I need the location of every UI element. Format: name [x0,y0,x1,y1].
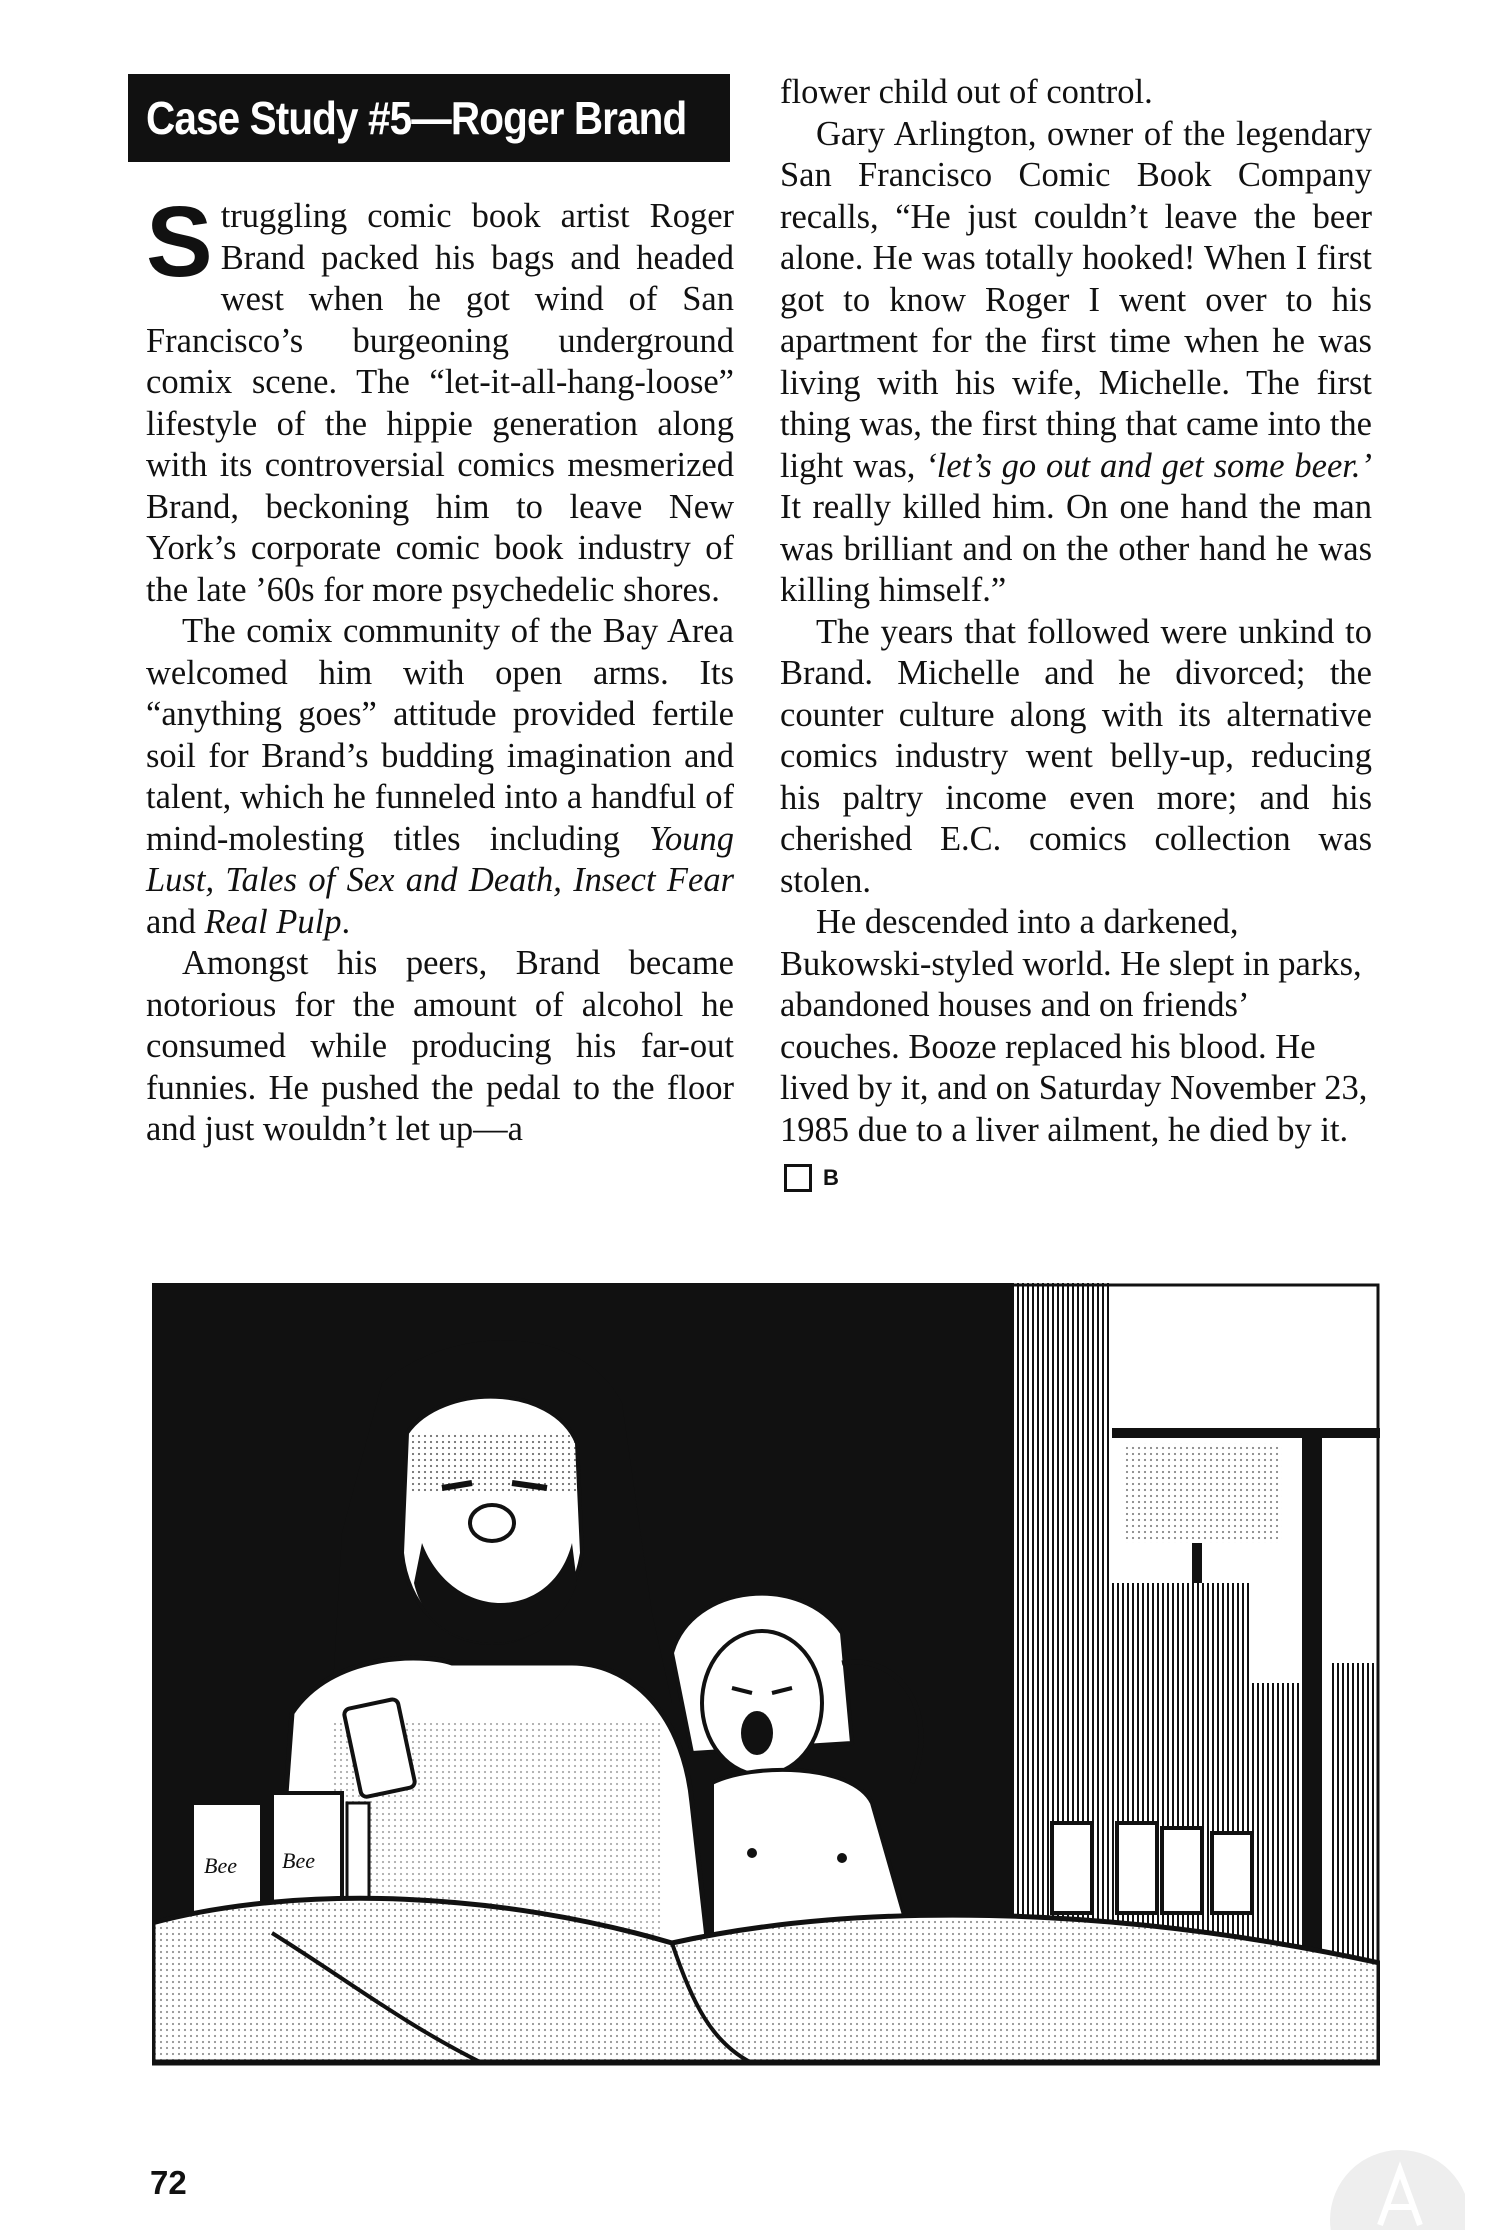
chimney-1 [1192,1543,1202,1583]
woman-yawning-mouth [741,1711,773,1755]
paragraph-continued-text: flower child out of control. [780,73,1153,111]
corner-logo-icon [1315,2145,1465,2230]
paragraph-intro-text: truggling comic book artist Roger Brand packed his bags and headed west when he got wind of San Francisco’s burgeoning underground comix scene. The “let-it-all-hang-loose” lifestyle of the hippie generation along with its controversial comics mesmerized Brand, beckoning him to leave New York’s corporate comic book industry of the late ’60s for more psychedelic shores. [146,197,734,609]
comic-illustration [152,1283,1380,2161]
man-nose [470,1505,514,1541]
paragraph-descent [780,902,1372,1193]
period: . [341,902,351,941]
paragraph-bay-area-text: The comix community of the Bay Area welcomed him with open arms. Its “anything goes” attitude provided fertile soil for Brand’s budding imagination and talent, which he funneled into a handful of mind-molesting titles including [146,612,734,858]
table-cans [192,1793,369,1913]
page-number: 72 [150,2164,187,2201]
window-bar [1112,1428,1380,1438]
paragraph-descent-text: He descended into a darkened, Bukowski-styled world. He slept in parks, abandoned houses and on friends’ couches. Booze replaced his blood. He lived by it, and on Saturday November 23, 1985 due to a liver ailment, he died by it. [780,903,1368,1149]
building-3 [1332,1663,1380,2003]
can-label-1: Bee [204,1853,237,1878]
paragraph-bay-area [146,611,734,943]
word-and: and [146,902,196,941]
paragraph-years [780,612,1372,903]
right-text-column [780,72,1372,1193]
paragraph-peers [146,943,734,1151]
case-study-title: Case Study #5—Roger Brand [146,92,687,144]
comic-titles-1: Young Lust, Tales of Sex and Death, Insect Fear [146,819,735,899]
arlington-quote-a: Gary Arlington, owner of the legendary San Francisco Comic Book Company recalls, “He just couldn’t leave the beer alone. He was totally hooked! When I first got to know Roger I went over to his apartment for the first time when he was living with his wife, Michelle. The first thing was, the first thing that came into the light was, [780,114,1372,485]
left-shelf-hatch [152,1493,312,1753]
paragraph-arlington [780,114,1372,612]
paragraph-intro [146,186,734,611]
sky-dots [1122,1443,1282,1543]
arlington-quote-beer: ‘let’s go out and get some beer.’ [925,446,1373,485]
paragraph-peers-text: Amongst his peers, Brand became notorious for the amount of alcohol he consumed while producing his far-out funnies. He pushed the pedal to the floor and just wouldn’t let up—a [146,944,734,1148]
end-mark-icon: B [784,1164,812,1192]
paragraph-continued [780,72,1372,114]
left-window-blind [162,1303,222,1423]
case-study-header [128,74,730,162]
arlington-quote-b: It really killed him. On one hand the man was brilliant and on the other hand he was killing himself.” [780,488,1372,609]
paragraph-years-text: The years that followed were unkind to Brand. Michelle and he divorced; the counter culture along with its alternative comics industry went belly-up, reducing his paltry income even more; and his cherished E.C. comics collection was stolen. [780,612,1372,900]
left-text-column [146,186,735,1151]
comic-titles-2: Real Pulp [204,902,342,941]
can-label-2: Bee [282,1848,315,1873]
drop-cap: S [146,186,213,298]
